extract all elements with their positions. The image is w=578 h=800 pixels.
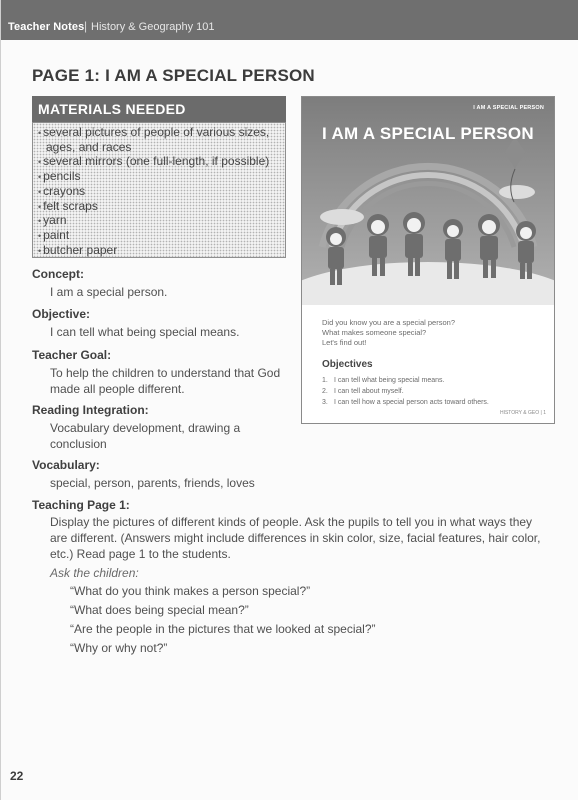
reading-integration-line: conclusion xyxy=(50,436,107,451)
teacher-goal-section xyxy=(32,348,280,397)
objective-text: I can tell about myself. xyxy=(334,388,404,395)
teaching-line: are different. (Answers might include differences in skin color, size, facial features, hair color, xyxy=(50,531,541,545)
objective-section xyxy=(32,307,239,341)
materials-item: • felt scraps xyxy=(38,200,269,215)
materials-item: • several pictures of people of various sizes, xyxy=(38,126,269,141)
student-page-title: I AM A SPECIAL PERSON xyxy=(322,124,534,143)
materials-item: • paint xyxy=(38,229,269,244)
teaching-line: etc.) Read page 1 to the students. xyxy=(50,547,231,561)
header-brand: Teacher Notes xyxy=(8,21,85,33)
reading-integration-section xyxy=(32,403,240,452)
materials-item: • butcher paper xyxy=(38,244,269,259)
materials-item: • pencils xyxy=(38,170,269,185)
teacher-goal-text xyxy=(50,366,280,397)
objectives-list xyxy=(322,375,489,408)
intro-line: Let's find out! xyxy=(322,338,367,347)
objective-label: Objective: xyxy=(32,307,91,321)
objective-text: I can tell how a special person acts toward others. xyxy=(334,399,489,406)
teaching-paragraph xyxy=(50,514,552,562)
materials-item: • yarn xyxy=(38,214,269,229)
objective-number: 3. xyxy=(322,399,328,406)
question: “What does being special mean?” xyxy=(70,603,249,617)
concept-section xyxy=(32,267,167,301)
student-page-footer: HISTORY & GEO | 1 xyxy=(499,410,546,416)
page-number: 22 xyxy=(10,769,24,783)
materials-item: ages, and races xyxy=(46,139,132,154)
question: “Why or why not?” xyxy=(70,641,168,655)
objectives-heading: Objectives xyxy=(322,359,373,370)
concept-text: I am a special person. xyxy=(50,285,168,299)
reading-integration-text xyxy=(50,421,240,452)
header-separator: | xyxy=(84,19,88,33)
materials-item: • several mirrors (one full-length, if possible) xyxy=(38,155,269,170)
objective-item xyxy=(322,375,489,386)
question: “What do you think makes a person special?” xyxy=(70,584,311,598)
concept-label: Concept: xyxy=(32,267,84,281)
question: “Are the people in the pictures that we looked at special?” xyxy=(70,622,376,636)
teaching-section xyxy=(32,498,552,656)
teacher-goal-line: To help the children to understand that God xyxy=(50,366,281,380)
ask-label: Ask the children: xyxy=(50,566,139,580)
materials-body xyxy=(32,122,286,258)
materials-box xyxy=(32,96,286,260)
student-page-top-label: I AM A SPECIAL PERSON xyxy=(473,105,544,111)
vocabulary-label: Vocabulary: xyxy=(32,458,100,472)
objective-text: I can tell what being special means. xyxy=(50,325,240,339)
materials-item: • crayons xyxy=(38,185,269,200)
materials-list xyxy=(38,126,269,258)
teacher-goal-label: Teacher Goal: xyxy=(32,348,112,362)
objective-number: 2. xyxy=(322,388,328,395)
teaching-label: Teaching Page 1: xyxy=(32,498,130,512)
teacher-goal-line: made all people different. xyxy=(50,381,185,396)
header-bar xyxy=(1,0,578,40)
teaching-line: Display the pictures of different kinds of people. Ask the pupils to tell you in what ways they xyxy=(50,515,533,529)
objective-number: 1. xyxy=(322,377,328,384)
reading-integration-label: Reading Integration: xyxy=(32,403,149,417)
intro-line: Did you know you are a special person? xyxy=(322,318,455,327)
vocabulary-section xyxy=(32,458,255,492)
intro-line: What makes someone special? xyxy=(322,328,427,337)
student-page-thumbnail xyxy=(301,96,555,424)
vocabulary-text: special, person, parents, friends, loves xyxy=(50,476,255,490)
student-page-intro xyxy=(322,318,455,348)
objective-item xyxy=(322,386,489,397)
materials-heading: MATERIALS NEEDED xyxy=(32,96,286,122)
header-course: History & Geography 101 xyxy=(91,21,215,33)
objective-item xyxy=(322,397,489,408)
objective-text: I can tell what being special means. xyxy=(334,377,445,384)
page-title: PAGE 1: I AM A SPECIAL PERSON xyxy=(32,66,315,85)
reading-integration-line: Vocabulary development, drawing a xyxy=(50,421,241,435)
